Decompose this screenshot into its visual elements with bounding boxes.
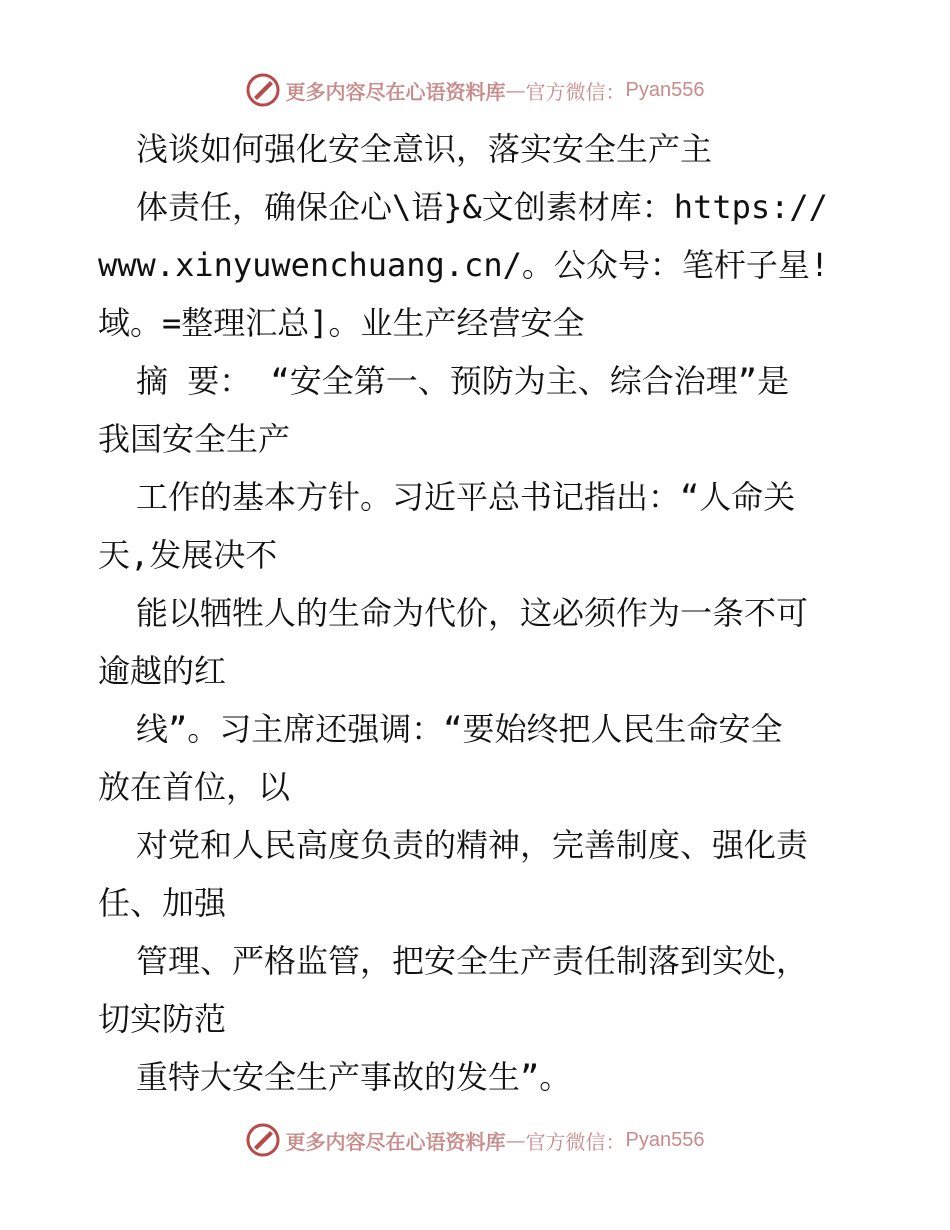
- body-line: 体责任，确保企心\语}&文创素材库：https://: [136, 188, 828, 226]
- body-line: 工作的基本方针。习近平总书记指出：“人命关: [136, 478, 796, 516]
- header-watermark-banner: [0, 70, 950, 110]
- body-line: 切实防范: [98, 1000, 227, 1038]
- body-line: 摘 要： “安全第一、预防为主、综合治理”是: [136, 362, 790, 400]
- document-body: [98, 120, 858, 1106]
- body-line: 我国安全生产: [98, 420, 291, 458]
- banner-main-text: 更多内容尽在心语资料库: [285, 1129, 506, 1154]
- banner-dash: —: [505, 78, 526, 102]
- body-line: 任、加强: [98, 884, 227, 922]
- body-line: 逾越的红: [98, 652, 227, 690]
- footer-watermark-banner: [0, 1120, 950, 1160]
- body-line: 重特大安全生产事故的发生”。: [136, 1058, 572, 1096]
- body-line: www.xinyuwenchuang.cn/。公众号：笔杆子星!: [98, 246, 830, 284]
- banner-dash: —: [505, 1128, 526, 1152]
- logo-icon: [246, 73, 280, 107]
- banner-side-text: 官方微信：: [525, 79, 626, 104]
- banner-side-text: 官方微信：: [525, 1129, 626, 1154]
- body-line: 浅谈如何强化安全意识，落实安全生产主: [136, 130, 713, 168]
- body-line: 管理、严格监管，把安全生产责任制落到实处，: [136, 942, 809, 980]
- body-line: 天,发展决不: [98, 536, 278, 574]
- body-line: 线”。习主席还强调：“要始终把人民生命安全: [136, 710, 783, 748]
- banner-main-text: 更多内容尽在心语资料库: [285, 79, 506, 104]
- body-line: 对党和人民高度负责的精神，完善制度、强化责: [136, 826, 809, 864]
- banner-wechat-id: Pyan556: [625, 78, 705, 101]
- body-line: 放在首位，以: [98, 768, 291, 806]
- body-line: 域。=整理汇总]。业生产经营安全: [98, 304, 585, 342]
- banner-wechat-id: Pyan556: [625, 1128, 705, 1151]
- logo-icon: [246, 1123, 280, 1157]
- body-line: 能以牺牲人的生命为代价，这必须作为一条不可: [136, 594, 809, 632]
